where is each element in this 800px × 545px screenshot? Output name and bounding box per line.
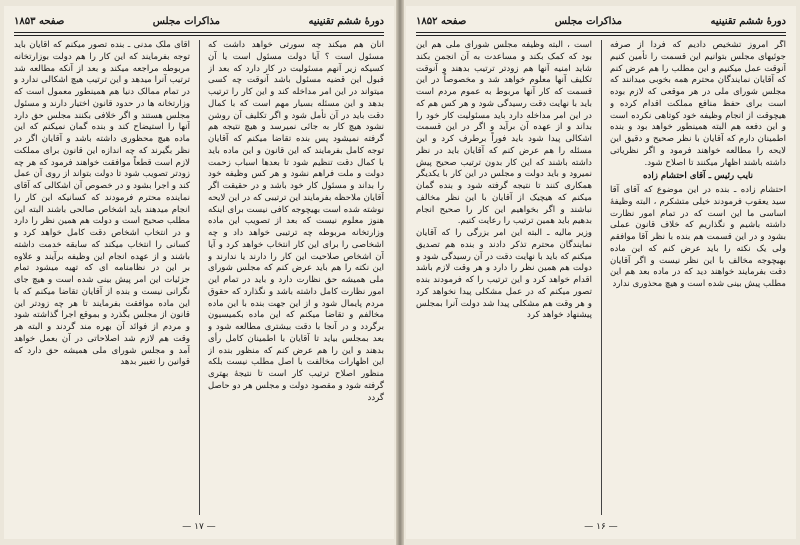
section-title: مذاکرات مجلس xyxy=(554,15,623,27)
paragraph: آقای ملک مدنی ـ بنده تصور میکنم که آقایان باید توجه بفرمایند که این کار را هم دولت بوزارتخانه مربوطه مراجعه میکند و بعد از آنکه مطالعه شد ترتیب آنرا میدهد و این ترتیب هیچ اشکالی ندارد و در تمام ممالک دنیا هم همینطور معمول است که وزارتخانه ها در حدود قانون اختیار دارند و مسئول مجلس هستند و اگر خلافی بکنند مجلس حق دارد آنها را استیضاح کند و بنده گمان نمیکنم که این ماده هیچ محظوری داشته باشد و آقایان اگر در نظر بگیرند که چه اندازه این قانون برای مملکت لازم است قطعاً موافقت خواهند فرمود که هر چه زودتر تصویب شود تا دولت بتواند از روی آن عمل کند و اجرا بشود و در خصوص آن اشکالی که آقای نماینده محترم فرمودند که کسانیکه این کار را انجام میدهند باید اشخاص صالحی باشند البته این مطلب صحیح است و دولت هم همین نظر را دارد و در انتخاب اشخاص دقت کامل خواهد کرد و کسانی را انتخاب میکند که سابقه خدمت داشته باشند و از عهده انجام این وظیفه برآیند و علاوه بر این در نظامنامه ای که تهیه میشود تمام جزئیات این امر پیش بینی شده است و هیچ جای نگرانی نیست و بنده از آقایان تقاضا میکنم که با این ماده موافقت بفرمایند تا هر چه زودتر این قانون از مجلس بگذرد و بموقع اجرا گذاشته شود و مردم از فوائد آن بهره مند گردند و البته هر وقت هم لازم شد اصلاحاتی در آن بعمل خواهد آمد و مجلس شورای ملی همیشه حق دارد که قوانین را تغییر بدهد xyxy=(14,40,190,368)
paragraph: وزیر مالیه ـ البته این امر بزرگی را که آقایان نمایندگان محترم تذکر دادند و بنده هم تصدیق میکنم که باید با نهایت دقت در آن رسیدگی شود و دولت هم همین نظر را دارد و هر وقت لازم باشد اقدام خواهد کرد و این ترتیب را که فرمودند بنده تصور میکنم که در عمل مشکلی پیدا نخواهد کرد و هر وقت هم مشکلی پیدا شد دولت آنرا بمجلس پیشنهاد خواهد کرد xyxy=(416,228,592,321)
paragraph: است ، البته وظیفه مجلس شورای ملی هم این بود که کمک بکند و مساعدت به آن انجمن بکند شاید امنیه آنها هم زودتر ترتیب بدهند و آنوقت تکلیف آنها معلوم خواهد شد و مخصوصاً در این قسمت که کار آنها مربوط به عموم مردم است باید با نهایت دقت رسیدگی شود و هر کس هم که در این امر مداخله دارد باید مسئولیت کار خود را بداند و از عهده آن برآید و اگر در این قسمت اشکالی پیدا شود باید فوراً برطرف کرد و این مسئله را هم عرض کنم که آقایان باید در نظر داشته باشند که این کار بدون ترتیب صحیح پیش نمیرود و باید دولت و مجلس در این کار با یکدیگر همکاری کنند تا نتیجه گرفته شود و بنده گمان میکنم که هیچیک از آقایان با این نظر مخالف نباشند و اگر بخواهیم این کار را صحیح انجام بدهیم باید همین ترتیب را رعایت کنیم. xyxy=(416,40,592,227)
column-divider xyxy=(199,40,200,515)
header-rule-thin xyxy=(416,35,786,36)
text-columns xyxy=(14,40,384,515)
header-rule-thin xyxy=(14,35,384,36)
paragraph: آنان هم میکند چه سورتی خواهد داشت که مسئول است ؟ آیا دولت مسئول است یا آن کسیکه زیر آنهم مسئولیت در کار دارد که بعد از قبول این قضیه مسئول باشد آنوقت چه کسی میتواند در این امر مداخله کند و این کار را ترتیب بدهد و این مسئله بسیار مهم است که با کمال دقت باید در آن تأمل شود و اگر تکلیف آن روشن نشود هیچ کار به جائی نمیرسد و هیچ نتیجه هم گرفته نمیشود پس بنده تقاضا میکنم که آقایان توجه کامل بفرمایند که این قانون و این ماده باید با کمال دقت تنظیم شود تا بعدها اسباب زحمت دولت و ملت فراهم نشود و هر کس وظیفه خود را بداند و مسئول کار خود باشد و در حقیقت اگر آقایان ملاحظه بفرمایند این ترتیبی که در این لایحه نوشته شده است بهیچوجه کافی نیست برای اینکه هنوز معلوم نیست که بعد از تصویب این ماده وزارتخانه مربوطه چه ترتیبی خواهد داد و چه اشخاصی را برای این کار انتخاب خواهد کرد و آیا آن اشخاص صلاحیت این کار را دارند یا ندارند و این نکته را هم باید عرض کنم که مجلس شورای ملی همیشه حق نظارت دارد و باید در تمام این امور نظارت کامل داشته باشد و نگذارد که حقوق مردم پایمال شود و از این جهت بنده با این ماده مخالفم و تقاضا میکنم که این ماده بکمیسیون برگردد و در آنجا با دقت بیشتری مطالعه شود و بعد بمجلس بیاید تا آقایان با اطمینان کامل رأی بدهند و این را هم عرض کنم که منظور بنده از این اظهارات مخالفت با اصل مطلب نیست بلکه منظور اصلاح ترتیب کار است تا نتیجهٔ بهتری گرفته شود و مقصود دولت و مجلس هر دو حاصل گردد xyxy=(208,40,384,403)
book-gutter xyxy=(396,0,404,545)
paragraph: احتشام زاده ـ بنده در این موضوع که آقای آقا سید یعقوب فرمودند خیلی متشکرم ، البته وظیفهٔ اساسی ما این است که در تمام امور نظارت داشته باشیم و نگذاریم که خلاف قانون عملی بشود و در این قسمت هم بنده با نظر آقا موافقم ولی یک نکته را باید عرض کنم که این ماده بهیچوجه مخالف با این نظر نیست و اگر آقایان دقت بفرمایند خواهند دید که در ماده بعد هم این مطلب پیش بینی شده است و هیچ محذوری ندارد xyxy=(610,185,786,289)
page-header xyxy=(14,12,384,30)
text-column-right xyxy=(610,40,786,515)
speaker-heading: نایب رئیس ـ آقای احتشام زاده xyxy=(642,171,753,182)
text-column-right xyxy=(208,40,384,515)
right-page xyxy=(406,6,796,539)
paragraph: اگر امروز تشخیص دادیم که فردا از صرفه جوئیهای مجلس بتوانیم این قسمت را تأمین کنیم آنوقت عمل میکنیم و این مطلب را هم عرض کنم که آقایان نمایندگان محترم همه بخوبی میدانند که مجلس شورای ملی در هر موقعی که لازم بوده است برای حفظ منافع مملکت اقدام کرده و هیچوقت از انجام وظیفه خود کوتاهی نکرده است و این دفعه هم البته همینطور خواهد بود و بنده اطمینان دارم که آقایان با نظر صحیح و دقیق این لایحه را مطالعه خواهند فرمود و اگر نظریاتی داشته باشند اظهار میکنند تا اصلاح شود. xyxy=(610,40,786,168)
text-column-left xyxy=(14,40,190,515)
header-rule xyxy=(416,32,786,33)
text-columns xyxy=(416,40,786,515)
column-divider xyxy=(601,40,602,515)
page-footer-number: — ۱۶ — xyxy=(584,522,618,532)
journal-title: دورهٔ ششم تقنینیه xyxy=(308,15,384,27)
section-title: مذاکرات مجلس xyxy=(152,15,221,27)
text-column-left xyxy=(416,40,592,515)
page-footer-number: — ۱۷ — xyxy=(182,522,216,532)
header-rule xyxy=(14,32,384,33)
page-number-label: صفحه ۱۸۵۲ xyxy=(416,15,467,27)
journal-title: دورهٔ ششم تقنینیه xyxy=(710,15,786,27)
left-page xyxy=(4,6,394,539)
page-header xyxy=(416,12,786,30)
page-number-label: صفحه ۱۸۵۳ xyxy=(14,15,65,27)
